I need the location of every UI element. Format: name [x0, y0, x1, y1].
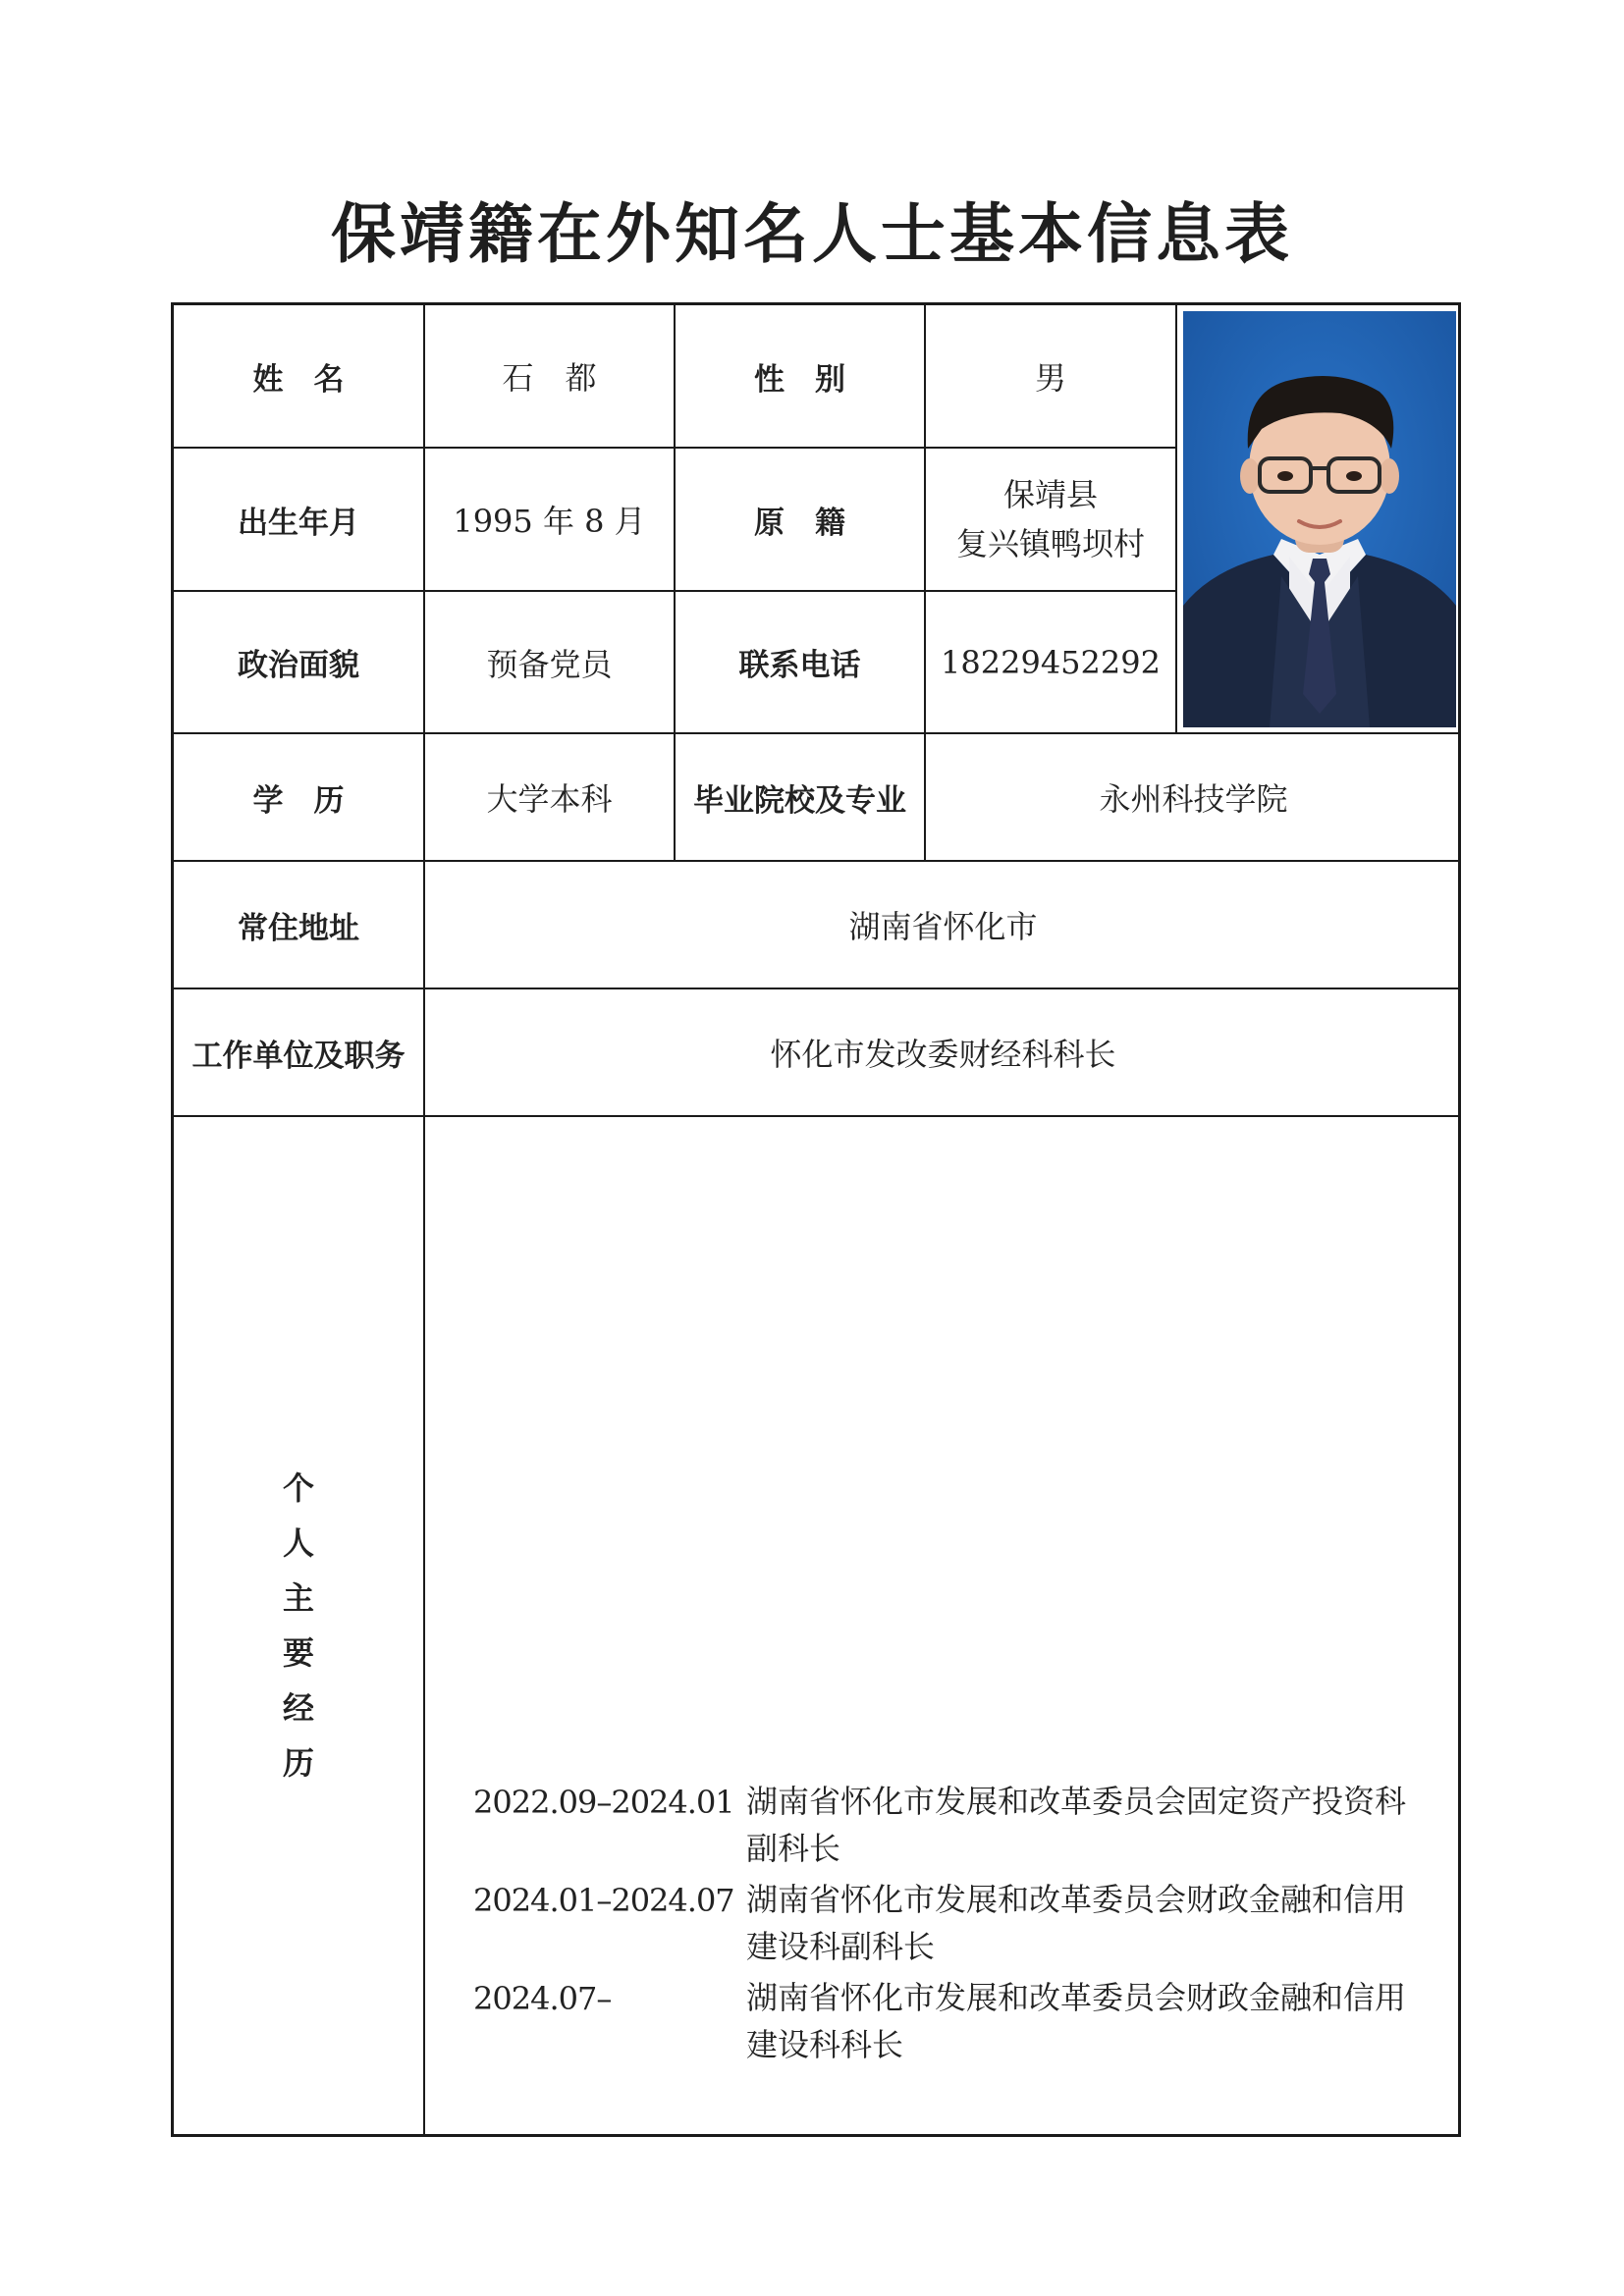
name-label: 姓 名: [174, 305, 425, 449]
experience-label: [174, 1117, 425, 2134]
gender-label: 性 别: [676, 305, 926, 449]
education-label: 学 历: [174, 734, 425, 862]
experience-description-line: 湖南省怀化市发展和改革委员会财政金融和信用: [746, 1881, 1407, 1918]
political-value: 预备党员: [425, 592, 676, 734]
name-value: 石 都: [425, 305, 676, 449]
experience-description-line: 建设科科长: [746, 2026, 904, 2063]
portrait-illustration: [1183, 311, 1456, 727]
info-table: [171, 302, 1461, 2137]
experience-description-line: 建设科副科长: [746, 1928, 936, 1965]
experience-description-line: 副科长: [746, 1830, 841, 1867]
experience-description-line: 湖南省怀化市发展和改革委员会固定资产投资科: [746, 1783, 1407, 1820]
school-value: 永州科技学院: [926, 734, 1461, 862]
experience-date: 2024.01–2024.07: [473, 1882, 734, 1919]
phone-value: 18229452292: [926, 592, 1177, 734]
origin-label: 原 籍: [676, 449, 926, 592]
experience-char: 人: [282, 1524, 314, 1562]
experience-char: 经: [282, 1689, 314, 1727]
origin-line-1: 保靖县: [1002, 476, 1098, 513]
experience-char: 要: [282, 1634, 314, 1672]
school-label: 毕业院校及专业: [676, 734, 926, 862]
work-value: 怀化市发改委财经科科长: [425, 989, 1461, 1117]
experience-date: 2022.09–2024.01: [473, 1784, 734, 1821]
portrait-photo: [1183, 311, 1456, 727]
experience-list: [450, 1195, 1461, 2137]
experience-char: 主: [282, 1579, 314, 1617]
photo-cell: [1177, 305, 1461, 734]
experience-date: 2024.07–: [473, 1980, 612, 2017]
origin-line-2: 复兴镇鸭坝村: [955, 525, 1145, 562]
experience-char: 个: [282, 1469, 314, 1507]
gender-value: 男: [926, 305, 1177, 449]
birth-value: 1995 年 8 月: [425, 449, 676, 592]
page-title: 保靖籍在外知名人士基本信息表: [331, 195, 1293, 272]
birth-label: 出生年月: [174, 449, 425, 592]
experience-description: [746, 1778, 1453, 1872]
phone-label: 联系电话: [676, 592, 926, 734]
address-value: 湖南省怀化市: [425, 862, 1461, 989]
origin-value: [926, 449, 1177, 592]
experience-description-line: 湖南省怀化市发展和改革委员会财政金融和信用: [746, 1979, 1407, 2016]
experience-char: 历: [282, 1744, 314, 1782]
work-label: 工作单位及职务: [174, 989, 425, 1117]
political-label: 政治面貌: [174, 592, 425, 734]
address-label: 常住地址: [174, 862, 425, 989]
experience-description: [746, 1974, 1453, 2068]
education-value: 大学本科: [425, 734, 676, 862]
experience-description: [746, 1876, 1453, 1970]
